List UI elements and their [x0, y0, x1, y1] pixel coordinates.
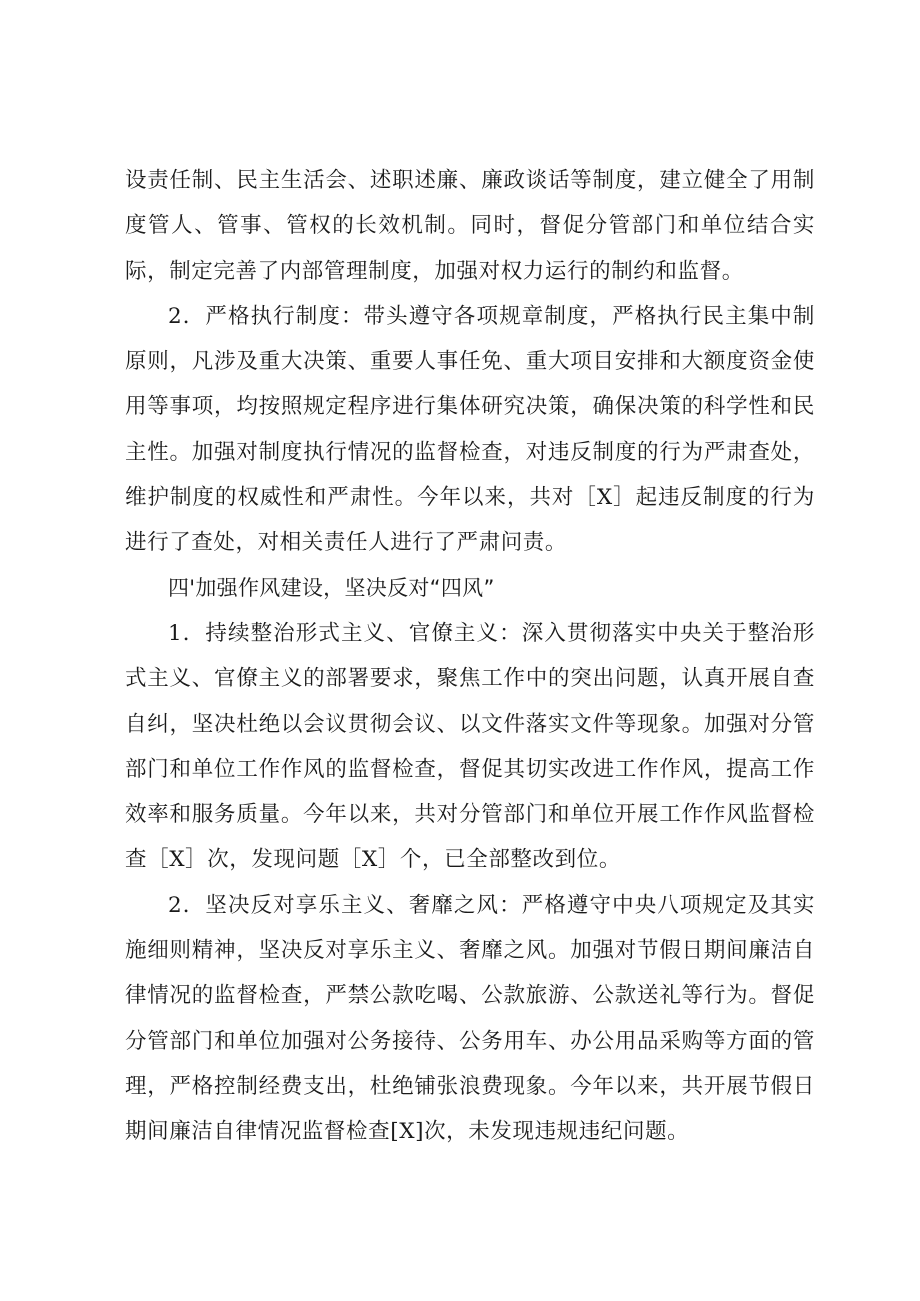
paragraph-strict-enforcement: 2．严格执行制度：带头遵守各项规章制度，严格执行民主集中制原则，凡涉及重大决策、重要人事任免、重大项目安排和大额度资金使用等事项，均按照规定程序进行集体研究决策，确保决策的科学性和民主性。加强对制度执行情况的监督检查，对违反制度的行为严肃查处，维护制度的权威性和严肃性。今年以来，共对［X］起违反制度的行为进行了查处，对相关责任人进行了严肃问责。: [125, 303, 815, 556]
section-heading-four: 四'加强作风建设，坚决反对“四风”: [168, 575, 495, 600]
paragraph-oppose-hedonism: 2．坚决反对享乐主义、奢靡之风：严格遵守中央八项规定及其实施细则精神，坚决反对享乐主义、奢靡之风。加强对节假日期间廉洁自律情况的监督检查，严禁公款吃喝、公款旅游、公款送礼等行为。督促分管部门和单位加强对公务接待、公务用车、办公用品采购等方面的管理，严格控制经费支出，杜绝铺张浪费现象。今年以来，共开展节假日期间廉洁自律情况监督检查[X]次，未发现违规违纪问题。: [125, 892, 815, 1145]
document-body: [125, 158, 815, 1155]
paragraph-formalism-rectification: 1．持续整治形式主义、官僚主义：深入贯彻落实中央关于整治形式主义、官僚主义的部署要求，聚焦工作中的突出问题，认真开展自查自纠，坚决杜绝以会议贯彻会议、以文件落实文件等现象。加强对分管部门和单位工作作风的监督检查，督促其切实改进工作作风，提高工作效率和服务质量。今年以来，共对分管部门和单位开展工作作风监督检查［X］次，发现问题［X］个，已全部整改到位。: [125, 620, 815, 873]
paragraph-continuation: 设责任制、民主生活会、述职述廉、廉政谈话等制度，建立健全了用制度管人、管事、管权的长效机制。同时，督促分管部门和单位结合实际，制定完善了内部管理制度，加强对权力运行的制约和监督。: [125, 168, 815, 284]
